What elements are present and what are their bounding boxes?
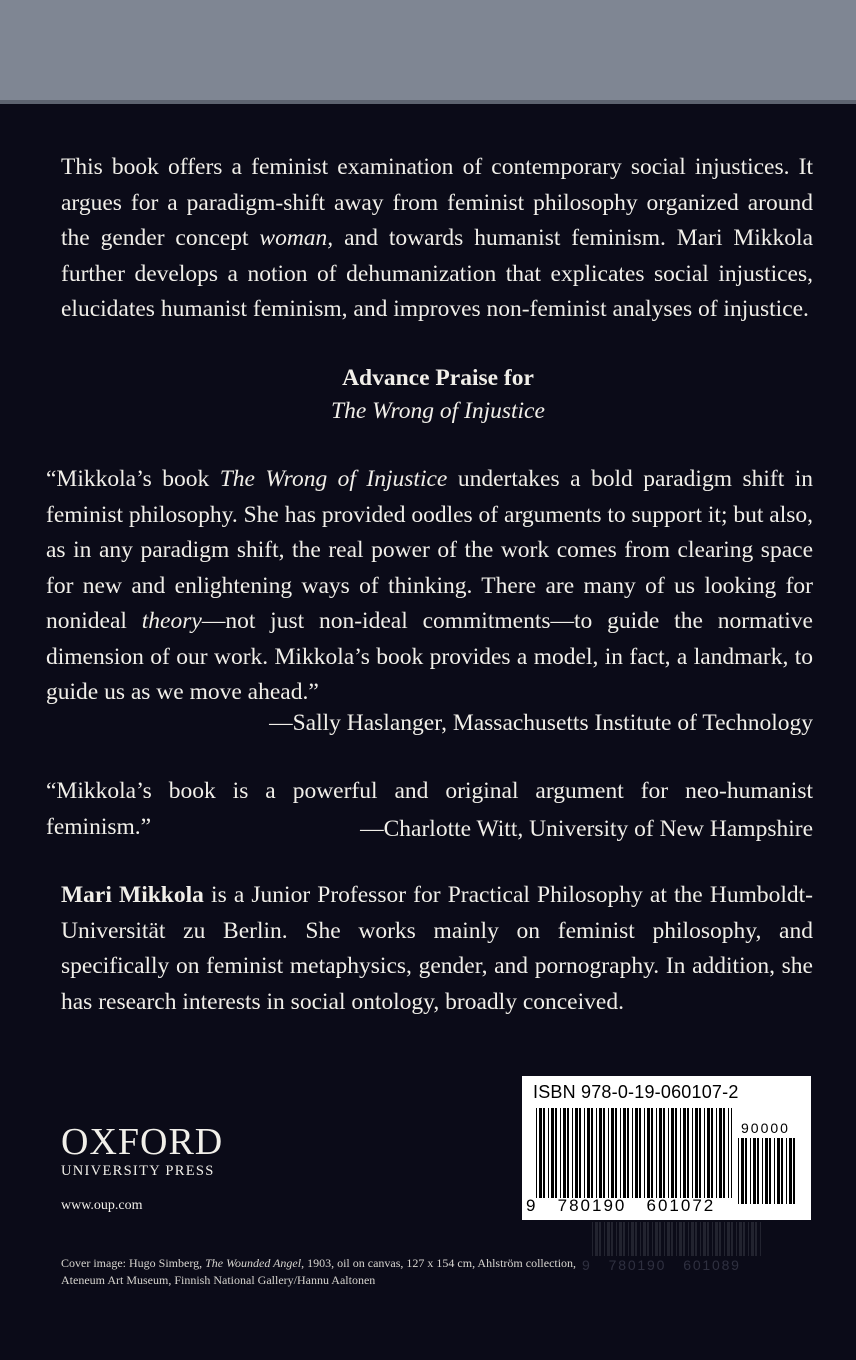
barcode-bar bbox=[652, 1222, 653, 1256]
barcode-bar bbox=[745, 1138, 747, 1204]
barcode-bar bbox=[555, 1108, 557, 1198]
addon-digits: 90000 bbox=[741, 1120, 790, 1136]
credit-text: Cover image: Hugo Simberg, bbox=[61, 1256, 206, 1270]
praise-quote-witt: “Mikkola’s book is a powerful and original argument for neo-humanist feminism.” bbox=[46, 778, 813, 840]
barcode-bar bbox=[640, 1222, 641, 1256]
barcode-bar bbox=[587, 1108, 590, 1198]
quote-attribution-haslanger: —Sally Haslanger, Massachusetts Institute of Technology bbox=[269, 710, 813, 736]
barcode-bar bbox=[656, 1108, 657, 1198]
barcode-bar bbox=[567, 1108, 569, 1198]
praise-heading-line1: Advance Praise for bbox=[342, 365, 534, 391]
barcode-bar bbox=[627, 1108, 629, 1198]
barcode-bar bbox=[611, 1108, 614, 1198]
barcode-bar bbox=[688, 1222, 689, 1256]
barcode-bar bbox=[679, 1222, 682, 1256]
author-bio bbox=[61, 878, 813, 1020]
barcode-bar bbox=[751, 1222, 754, 1256]
barcode-bar bbox=[715, 1222, 718, 1256]
barcode-bar bbox=[643, 1222, 646, 1256]
barcode-bar bbox=[663, 1108, 665, 1198]
barcode-bar bbox=[731, 1222, 733, 1256]
barcode-bar bbox=[793, 1138, 795, 1204]
barcode-bar bbox=[765, 1138, 768, 1204]
barcode-bar bbox=[620, 1108, 621, 1198]
isbn-label: ISBN 978-0-19-060107-2 bbox=[533, 1082, 739, 1102]
barcode-bar bbox=[611, 1222, 613, 1256]
barcode-bar bbox=[731, 1108, 732, 1198]
barcode-bar bbox=[743, 1222, 745, 1256]
publisher-website[interactable]: www.oup.com bbox=[61, 1198, 143, 1213]
barcode-bar bbox=[769, 1138, 771, 1204]
quote-text: —not just non-ideal commitments—to guide the normative dimension of our work. Mikkola’s book provides a model, in fact, a landmark, to guide us as we move ahead.” bbox=[46, 608, 813, 705]
barcode-bar bbox=[683, 1108, 686, 1198]
barcode-bar bbox=[539, 1108, 542, 1198]
barcode-bar bbox=[724, 1222, 725, 1256]
barcode-bar bbox=[563, 1108, 566, 1198]
barcode-bar bbox=[676, 1222, 677, 1256]
barcode-bar bbox=[739, 1222, 742, 1256]
ean-digits: 9 780190 601072 bbox=[526, 1196, 716, 1215]
ean-barcode-bars bbox=[536, 1108, 732, 1198]
barcode-bar bbox=[704, 1108, 705, 1198]
quote-text: undertakes a bold paradigm shift in feminist philosophy. She has provided oodles of arguments to support it; but also, as in any paradigm shift, the real power of the work comes from clearing space for new and enlightening ways of thinking. There are many of us looking for nonideal bbox=[46, 466, 813, 634]
barcode-bar bbox=[719, 1222, 721, 1256]
publisher-wordmark: OXFORD bbox=[61, 1121, 224, 1163]
publisher-logo bbox=[61, 1122, 261, 1180]
barcode-bar bbox=[607, 1222, 610, 1256]
barcode-bar bbox=[695, 1108, 698, 1198]
barcode-bar bbox=[671, 1222, 673, 1256]
barcode-bar bbox=[572, 1108, 573, 1198]
barcode-bar bbox=[707, 1222, 709, 1256]
barcode-bar bbox=[703, 1222, 706, 1256]
barcode-bar bbox=[668, 1108, 669, 1198]
credit-artwork-title: The Wounded Angel bbox=[205, 1256, 302, 1270]
barcode-bar bbox=[728, 1108, 729, 1198]
credit-text: , 1903, oil on canvas, 127 x 154 cm, Ahlström collection, Ateneum Art Museum, Finnish National Gallery/Hannu Aaltonen bbox=[61, 1256, 577, 1287]
isbn-barcode bbox=[522, 1076, 811, 1220]
barcode-bar bbox=[599, 1108, 602, 1198]
praise-heading bbox=[0, 362, 856, 428]
addon-bars bbox=[738, 1138, 798, 1209]
quote-emphasis: theory bbox=[141, 608, 202, 634]
publisher-subline: UNIVERSITY PRESS bbox=[61, 1163, 215, 1179]
barcode-bar bbox=[699, 1108, 701, 1198]
author-name: Mari Mikkola bbox=[61, 882, 204, 908]
barcode-bar bbox=[619, 1222, 622, 1256]
barcode-bar bbox=[560, 1108, 561, 1198]
praise-heading-title: The Wrong of Injustice bbox=[331, 398, 545, 424]
cover-image-credit bbox=[61, 1255, 621, 1289]
barcode-bar bbox=[692, 1108, 693, 1198]
barcode-bar bbox=[639, 1108, 641, 1198]
barcode-bar bbox=[595, 1222, 598, 1256]
barcode-bar bbox=[575, 1108, 578, 1198]
barcode-bar bbox=[579, 1108, 581, 1198]
barcode-bar bbox=[599, 1222, 601, 1256]
barcode-bar bbox=[711, 1108, 713, 1198]
cover-top-band bbox=[0, 0, 856, 104]
barcode-bar bbox=[635, 1108, 638, 1198]
barcode-bar bbox=[551, 1108, 554, 1198]
barcode-bar bbox=[616, 1222, 617, 1256]
barcode-bar bbox=[671, 1108, 674, 1198]
barcode-bar bbox=[543, 1108, 545, 1198]
barcode-bar bbox=[596, 1108, 597, 1198]
barcode-bar bbox=[777, 1138, 780, 1204]
barcode-bar bbox=[723, 1108, 725, 1198]
barcode-bar bbox=[700, 1222, 701, 1256]
barcode-bar bbox=[623, 1108, 626, 1198]
book-description bbox=[61, 150, 813, 328]
barcode-bar bbox=[712, 1222, 713, 1256]
barcode-bar bbox=[664, 1222, 665, 1256]
barcode-bar bbox=[760, 1222, 761, 1256]
barcode-bar bbox=[655, 1222, 658, 1256]
barcode-bar bbox=[623, 1222, 625, 1256]
description-text-1: This book offers a feminist examination of contemporary social injustices. It argues for a paradigm-shift away from feminist philosophy organized around the gender concept bbox=[61, 154, 813, 251]
barcode-bar bbox=[675, 1108, 677, 1198]
barcode-bar bbox=[591, 1108, 593, 1198]
description-text-2: and towards humanist feminism. Mari Mikkola further develops a notion of dehumanization that explicates social injustices, elucidates humanist feminism, and improves non-feminist analyses of injustice. bbox=[61, 225, 814, 322]
quote-text: “Mikkola’s book bbox=[46, 466, 220, 492]
barcode-bar bbox=[774, 1138, 775, 1204]
barcode-bar bbox=[786, 1138, 787, 1204]
description-emphasis: woman, bbox=[259, 225, 334, 251]
barcode-bar bbox=[584, 1108, 585, 1198]
barcode-bar bbox=[659, 1222, 661, 1256]
barcode-bar bbox=[727, 1222, 730, 1256]
barcode-bar bbox=[635, 1222, 637, 1256]
author-bio-text: is a Junior Professor for Practical Philosophy at the Humboldt-Universität zu Berlin. She works mainly on feminist philosophy, and specifically on feminist metaphysics, gender, and pornography. In addition, she has research interests in social ontology, broadly conceived. bbox=[61, 882, 813, 1015]
barcode-bar bbox=[667, 1222, 670, 1256]
barcode-bar bbox=[647, 1108, 650, 1198]
barcode-bar bbox=[691, 1222, 694, 1256]
barcode-bar bbox=[738, 1138, 739, 1204]
barcode-bar bbox=[608, 1108, 609, 1198]
barcode-bar bbox=[628, 1222, 629, 1256]
barcode-bar bbox=[755, 1222, 757, 1256]
barcode-bar bbox=[632, 1108, 633, 1198]
barcode-bar bbox=[789, 1138, 792, 1204]
addon-barcode-bars bbox=[738, 1138, 798, 1204]
barcode-bar bbox=[631, 1222, 634, 1256]
barcode-bar bbox=[762, 1138, 763, 1204]
barcode-bar bbox=[719, 1108, 722, 1198]
barcode-bar bbox=[604, 1222, 605, 1256]
barcode-bar bbox=[680, 1108, 681, 1198]
quote-attribution-witt: —Charlotte Witt, University of New Hampshire bbox=[360, 816, 813, 842]
barcode-bar bbox=[750, 1138, 751, 1204]
ghost-barcode-digits: 9 780190 601089 bbox=[582, 1257, 741, 1273]
barcode-bar bbox=[536, 1108, 537, 1198]
quote-book-title: The Wrong of Injustice bbox=[219, 466, 448, 492]
barcode-bar bbox=[651, 1108, 653, 1198]
ghost-barcode-bars bbox=[592, 1222, 762, 1256]
barcode-bar bbox=[781, 1138, 783, 1204]
barcode-bar bbox=[687, 1108, 689, 1198]
barcode-bar bbox=[748, 1222, 749, 1256]
barcode-bar bbox=[736, 1222, 737, 1256]
barcode-bar bbox=[716, 1108, 717, 1198]
ghost-barcode bbox=[592, 1222, 762, 1261]
barcode-bar bbox=[683, 1222, 685, 1256]
barcode-bar bbox=[647, 1222, 649, 1256]
barcode-bar bbox=[753, 1138, 756, 1204]
barcode-bar bbox=[707, 1108, 710, 1198]
ean-bars bbox=[536, 1108, 732, 1203]
barcode-bar bbox=[659, 1108, 662, 1198]
barcode-bar bbox=[644, 1108, 645, 1198]
barcode-bar bbox=[592, 1222, 593, 1256]
praise-quote-haslanger bbox=[46, 462, 813, 711]
barcode-bar bbox=[695, 1222, 697, 1256]
barcode-bar bbox=[741, 1138, 744, 1204]
barcode-bar bbox=[757, 1138, 759, 1204]
barcode-bar bbox=[615, 1108, 617, 1198]
barcode-bar bbox=[603, 1108, 605, 1198]
barcode-bar bbox=[548, 1108, 549, 1198]
